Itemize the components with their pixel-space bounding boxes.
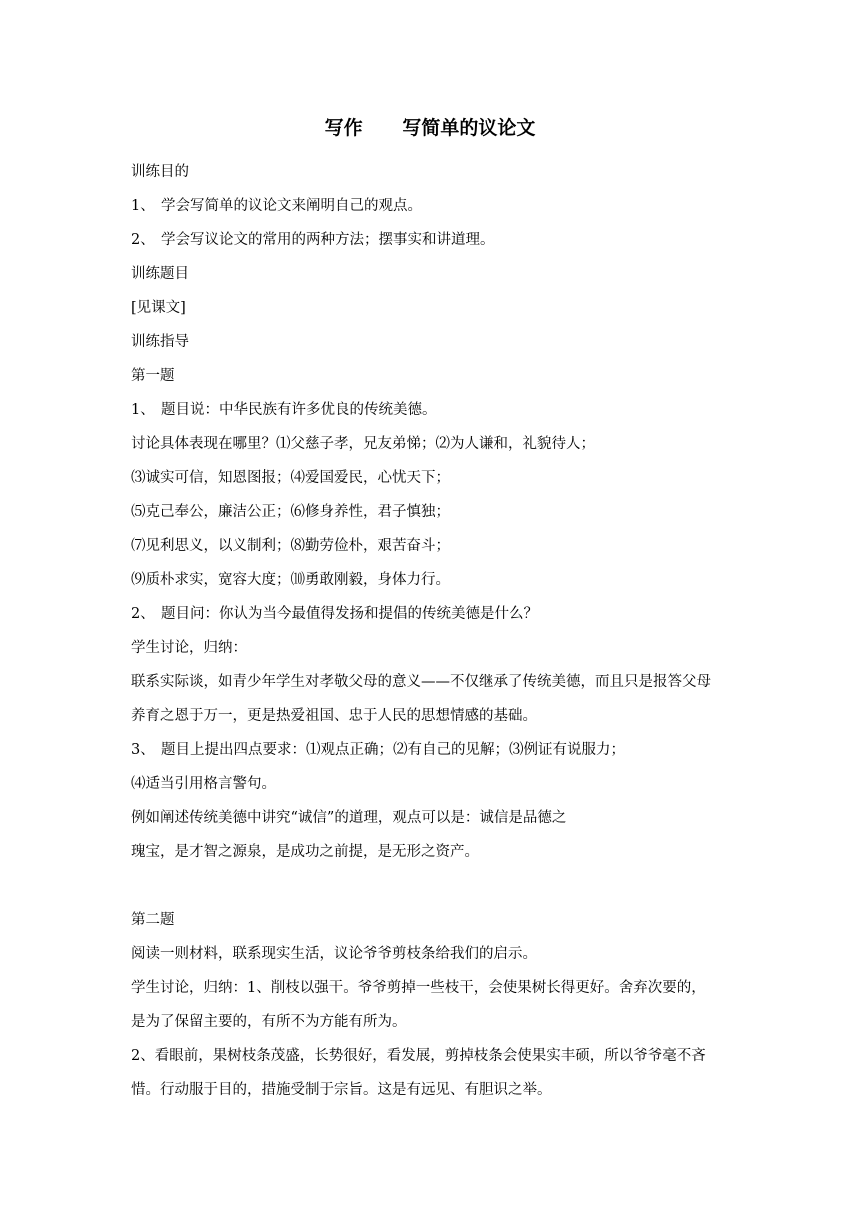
objective-item-2 (131, 223, 741, 257)
document-title: 写作 写简单的议论文 (324, 117, 536, 139)
paragraph-line: 学生讨论，归纳： (131, 640, 247, 656)
list-text: 学会写简单的议论文来阐明自己的观点。 (161, 198, 422, 214)
paragraph-line: 惜。行动服于目的，措施受制于宗旨。这是有远见、有胆识之举。 (131, 1082, 552, 1098)
paragraph-line: 阅读一则材料，联系现实生活，议论爷爷剪枝条给我们的启示。 (131, 946, 537, 962)
paragraph-line: 瑰宝，是才智之源泉，是成功之前提，是无形之资产。 (131, 844, 479, 860)
list-text: 题目上提出四点要求：⑴观点正确；⑵有自己的见解；⑶例证有说服力； (161, 742, 625, 758)
paragraph-line: ⑷适当引用格言警句。 (131, 776, 276, 792)
list-number: 2、 (131, 606, 155, 622)
paragraph-line: 联系实际谈，如青少年学生对孝敬父母的意义——不仅继承了传统美德，而且只是报答父母 (131, 674, 711, 690)
list-number: 3、 (131, 742, 155, 758)
section-heading-topic: 训练题目 (131, 266, 189, 282)
paragraph-line: 2、看眼前，果树枝条茂盛，长势很好，看发展，剪掉枝条会使果实丰硕，所以爷爷毫不吝 (131, 1048, 706, 1064)
topic-reference: [见课文] (131, 300, 186, 316)
paragraph-line: 学生讨论，归纳：1、削枝以强干。爷爷剪掉一些枝干，会使果树长得更好。舍弃次要的， (131, 980, 706, 996)
section-heading-objective: 训练目的 (131, 164, 189, 180)
paragraph-line: 例如阐述传统美德中讲究“诚信”的道理，观点可以是：诚信是品德之 (131, 810, 567, 826)
paragraph-line: ⑼质朴求实，宽容大度；⑽勇敢刚毅，身体力行。 (131, 572, 450, 588)
list-number: 2、 (131, 232, 155, 248)
paragraph-line: 是为了保留主要的，有所不为方能有所为。 (131, 1014, 407, 1030)
guidance-item-1 (131, 393, 741, 427)
objective-item-1 (131, 189, 741, 223)
list-text: 题目问：你认为当今最值得发扬和提倡的传统美德是什么？ (161, 606, 538, 622)
list-number: 1、 (131, 198, 155, 214)
paragraph-line: ⑺见利思义，以义制利；⑻勤劳俭朴，艰苦奋斗； (131, 538, 450, 554)
guidance-item-2 (131, 597, 741, 631)
paragraph-line: ⑸克己奉公，廉洁公正；⑹修身养性，君子慎独； (131, 504, 450, 520)
section-heading-guidance: 训练指导 (131, 334, 189, 350)
list-number: 1、 (131, 402, 155, 418)
paragraph-line: 养育之恩于万一，更是热爱祖国、忠于人民的思想情感的基础。 (131, 708, 537, 724)
list-text: 题目说：中华民族有许多优良的传统美德。 (161, 402, 437, 418)
list-text: 学会写议论文的常用的两种方法；摆事实和讲道理。 (161, 232, 495, 248)
paragraph-line: 讨论具体表现在哪里？⑴父慈子孝，兄友弟悌；⑵为人谦和，礼貌待人； (131, 436, 595, 452)
subheading-question-2: 第二题 (131, 912, 175, 928)
guidance-item-3 (131, 733, 741, 767)
subheading-question-1: 第一题 (131, 368, 175, 384)
blank-line (131, 869, 741, 903)
paragraph-line: ⑶诚实可信，知恩图报；⑷爱国爱民，心忧天下； (131, 470, 450, 486)
document-body (131, 155, 741, 1107)
